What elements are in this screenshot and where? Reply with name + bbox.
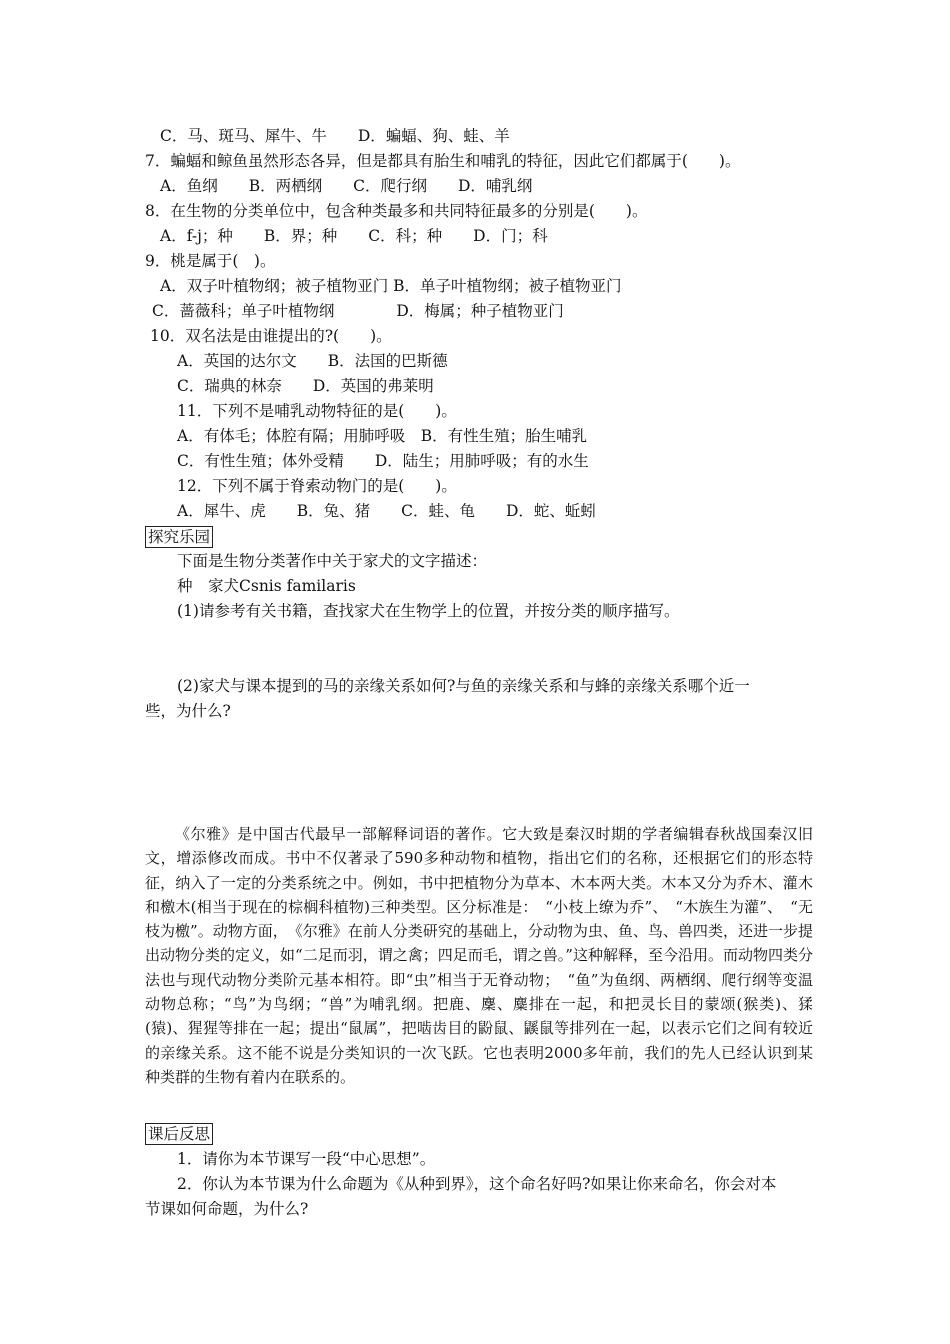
explore-question-1: (1)请参考有关书籍，查找家犬在生物学上的位置，并按分类的顺序描写。 (177, 602, 680, 620)
q6-options-cd: C．马、斑马、犀牛、牛 D．蝙蝠、狗、蛙、羊 (160, 127, 510, 145)
q10-options-ab: A．英国的达尔文 B．法国的巴斯德 (177, 352, 448, 370)
q10-options-cd: C．瑞典的林奈 D．英国的弗莱明 (177, 377, 434, 395)
q12-options: A．犀牛、虎 B．兔、猪 C．蛙、龟 D．蛇、蚯蚓 (177, 502, 596, 520)
q8-stem: 8．在生物的分类单位中，包含种类最多和共同特征最多的分别是( )。 (145, 202, 648, 220)
q9-options-ab: A．双子叶植物纲；被子植物亚门 B．单子叶植物纲；被子植物亚门 (160, 277, 622, 295)
explore-question-2-line-1: (2)家犬与课本提到的马的亲缘关系如何?与鱼的亲缘关系和与蜂的亲缘关系哪个近一 (177, 677, 750, 695)
q11-options-ab: A．有体毛；体腔有隔；用肺呼吸 B．有性生殖；胎生哺乳 (177, 427, 588, 445)
q10-stem: 10．双名法是由谁提出的?( )。 (150, 327, 392, 345)
q9-options-cd: C．蔷薇科；单子叶植物纲 D．梅属；种子植物亚门 (152, 302, 564, 320)
reflection-heading: 课后反思 (145, 1123, 213, 1145)
q9-stem: 9．桃是属于( )。 (145, 252, 276, 270)
reflection-item-1: 1．请你为本节课写一段“中心思想”。 (177, 1150, 436, 1168)
explore-question-2-line-2: 些，为什么? (145, 702, 231, 720)
explore-heading: 探究乐园 (145, 526, 213, 548)
erya-paragraph: 《尔雅》是中国古代最早一部解释词语的著作。它大致是秦汉时期的学者编辑春秋战国秦汉旧文，增添修改而成。书中不仅著录了590多种动物和植物，指出它们的名称，还根据它们的形态特征，纳入了一定的分类系统之中。例如，书中把植物分为草本、木本两大类。木本又分为乔木、灌木和檄木(相当于现在的棕榈科植物)三种类型。区分标准是： “小枝上缭为乔”、 “木族生为灌”、 “无枝为檄”。动物方面， 《尔雅》在前人分类研究的基础上，分动物为虫、鱼、鸟、兽四类，还进一步提出动物分类的定义，如“二足而羽，谓之禽；四足而毛，谓之兽。”这种解释，至今沿用。而动物四类分法也与现代动物分类阶元基本相符。即“虫”相当于无脊动物； “鱼”为鱼纲、两栖纲、爬行纲等变温动物总称；“鸟”为鸟纲；“兽”为哺乳纲。把鹿、麇、麋排在一起，和把灵长目的蒙颂(猴类)、猱(猿)、猩猩等排在一起；提出“鼠属”，把啮齿目的鼢鼠、鼷鼠等排列在一起，以表示它们之间有较近的亲缘关系。这不能不说是分类知识的一次飞跃。它也表明2000多年前，我们的先人已经认识到某种类群的生物有着内在联系的。 (145, 825, 813, 1086)
explore-intro: 下面是生物分类著作中关于家犬的文字描述： (177, 552, 488, 570)
reflection-item-2-line-1: 2．你认为本节课为什么命题为《从种到界》，这个命名好吗?如果让你来命名，你会对本 (177, 1175, 777, 1193)
q8-options: A．f-j；种 B．界；种 C．科；种 D．门；科 (160, 227, 548, 245)
q11-stem: 11．下列不是哺乳动物特征的是( )。 (177, 402, 457, 420)
q7-options: A．鱼纲 B．两栖纲 C．爬行纲 D．哺乳纲 (160, 177, 533, 195)
explore-species-line: 种 家犬Csnis familaris (177, 577, 356, 595)
q11-options-cd: C．有性生殖；体外受精 D．陆生；用肺呼吸；有的水生 (177, 452, 589, 470)
q12-stem: 12．下列不属于脊索动物门的是( )。 (177, 477, 457, 495)
q7-stem: 7．蝙蝠和鲸鱼虽然形态各异，但是都具有胎生和哺乳的特征，因此它们都属于( )。 (145, 152, 741, 170)
reflection-item-2-line-2: 节课如何命题，为什么? (145, 1200, 309, 1218)
